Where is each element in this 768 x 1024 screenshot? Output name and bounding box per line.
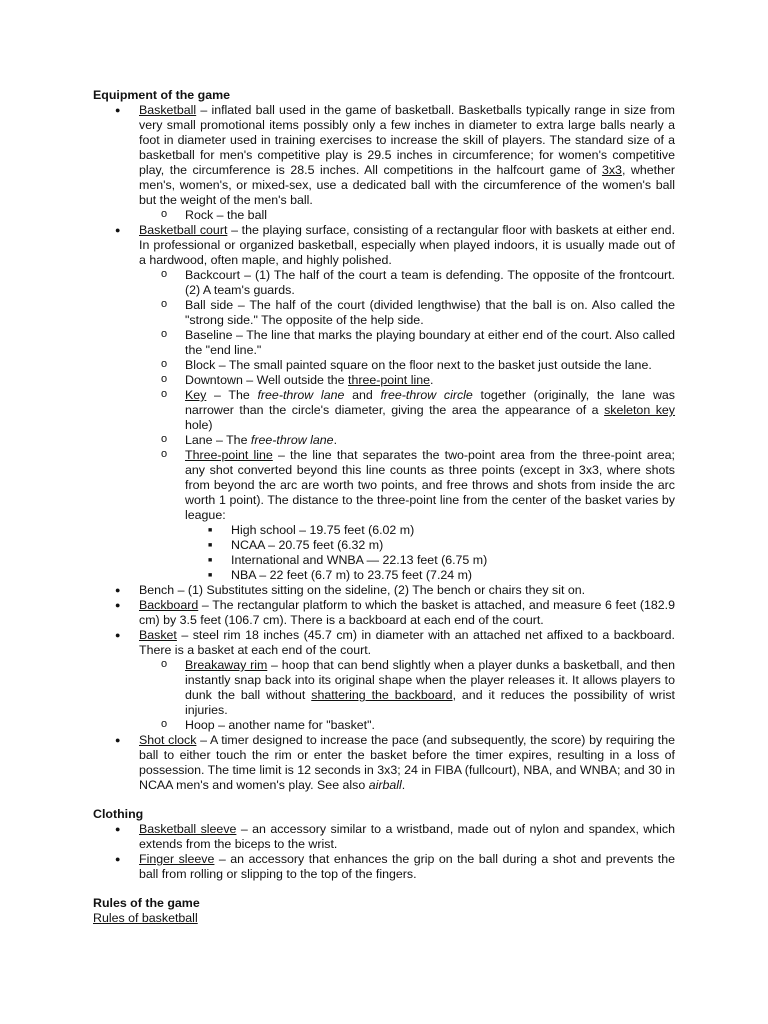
breakaway-rim-text-2: , and it reduces the possibility of wrist injuries.	[185, 688, 675, 717]
basket-sublist	[139, 658, 675, 733]
list-item-finger-sleeve	[93, 852, 675, 882]
downtown-end: .	[429, 373, 434, 387]
sub-item-baseline: o Baseline – The line that marks the playing boundary at either end of the court. Also called the "end line."	[139, 328, 675, 358]
key-italic-1: free-throw lane	[257, 388, 345, 402]
basketball-text-2: , whether men's, women's, or mixed-sex, use a dedicated ball with the circumference of the women's ball but the weight of the men's ball.	[139, 163, 675, 207]
document-page	[93, 88, 675, 926]
basket-link[interactable]: Basket	[139, 628, 177, 642]
lane-end: .	[333, 433, 338, 447]
distance-item: ■ NBA – 22 feet (6.7 m) to 23.75 feet (7.24 m)	[185, 568, 675, 583]
sub-item-rock: o Rock – the ball	[139, 208, 675, 223]
sub-item-downtown	[139, 373, 675, 388]
shot-clock-end: .	[401, 778, 406, 792]
three-point-line-link[interactable]: three-point line	[348, 373, 430, 387]
court-text: – the playing surface, consisting of a rectangular floor with baskets at either end. In professional or organized basketball, especially when played indoors, it is usually made out of a hardwood, often maple, and highly polished.	[139, 223, 676, 267]
list-item-basket	[93, 628, 675, 733]
key-text-1: – The	[206, 388, 258, 402]
sub-item-three-point-line	[139, 448, 675, 583]
list-item-bench: ● Bench – (1) Substitutes sitting on the sideline, (2) The bench or chairs they sit on.	[93, 583, 675, 598]
distance-item: ■ International and WNBA — 22.13 feet (6.75 m)	[185, 553, 675, 568]
sub-item-block: o Block – The small painted square on the floor next to the basket just outside the lane.	[139, 358, 675, 373]
three-point-line-term-link[interactable]: Three-point line	[185, 448, 273, 462]
basketball-text: – inflated ball used in the game of basketball. Basketballs typically range in size from very small promotional items possibly only a few inches in diameter to extra large balls nearly a foot in diameter used in training exercises to increase the skill of players. The standard size of a basketball for men's competitive play is 29.5 inches in circumference; for women's competitive play, the circumference is 28.5 inches. All competitions in the halfcourt game of	[139, 103, 675, 177]
clothing-list	[93, 822, 675, 882]
equipment-heading: Equipment of the game	[93, 88, 230, 102]
distance-list	[185, 523, 675, 583]
shot-clock-link[interactable]: Shot clock	[139, 733, 197, 747]
key-text-4: hole)	[185, 418, 213, 432]
skeleton-key-link[interactable]: skeleton key	[604, 403, 676, 417]
breakaway-rim-link[interactable]: Breakaway rim	[185, 658, 268, 672]
sub-item-backcourt: o Backcourt – (1) The half of the court a team is defending. The opposite of the frontcourt. (2) A team's guards.	[139, 268, 675, 298]
3x3-link[interactable]: 3x3	[601, 163, 622, 177]
clothing-heading: Clothing	[93, 807, 144, 821]
key-text-3: together (originally, the lane was narrower than the circle's diameter, giving the area the appearance of a	[185, 388, 675, 417]
breakaway-rim-text: – hoop that can bend slightly when a player dunks a basketball, and then instantly snap back into its original shape when the player releases it. It allows players to dunk the ball without	[185, 658, 675, 702]
list-item-court	[93, 223, 675, 583]
sub-item-breakaway-rim	[139, 658, 675, 718]
equipment-list	[93, 103, 675, 793]
finger-sleeve-text: – an accessory that enhances the grip on the ball during a shot and prevents the ball from rolling or slipping to the top of the fingers.	[139, 852, 675, 881]
basket-text: – steel rim 18 inches (45.7 cm) in diameter with an attached net affixed to a backboard. There is a basket at each end of the court.	[139, 628, 675, 657]
lane-text: Lane – The	[185, 433, 251, 447]
court-sublist	[139, 268, 675, 583]
list-item-shot-clock	[93, 733, 675, 793]
sub-item-hoop: o Hoop – another name for "basket".	[139, 718, 675, 733]
key-text-2: and	[344, 388, 381, 402]
sub-item-lane	[139, 433, 675, 448]
basketball-link[interactable]: Basketball	[139, 103, 197, 117]
sub-item-ballside: o Ball side – The half of the court (divided lengthwise) that the ball is on. Also called the "strong side." The opposite of the help side.	[139, 298, 675, 328]
sub-item-key	[139, 388, 675, 433]
backboard-link[interactable]: Backboard	[139, 598, 199, 612]
list-item-backboard	[93, 598, 675, 628]
court-link[interactable]: Basketball court	[139, 223, 228, 237]
shattering-backboard-link[interactable]: shattering the backboard	[311, 688, 453, 702]
basketball-sublist	[139, 208, 675, 223]
backboard-text: – The rectangular platform to which the basket is attached, and measure 6 feet (182.9 cm) by 3.5 feet (106.7 cm). There is a backboard at each end of the court.	[139, 598, 675, 627]
lane-italic: free-throw lane	[250, 433, 334, 447]
distance-item: ■ NCAA – 20.75 feet (6.32 m)	[185, 538, 675, 553]
basketball-sleeve-text: – an accessory similar to a wristband, made out of nylon and spandex, which extends from the biceps to the wrist.	[139, 822, 675, 851]
rules-of-basketball-link[interactable]: Rules of basketball	[93, 911, 198, 925]
airball-italic: airball	[368, 778, 402, 792]
distance-item: ■ High school – 19.75 feet (6.02 m)	[185, 523, 675, 538]
finger-sleeve-link[interactable]: Finger sleeve	[139, 852, 215, 866]
three-point-line-text: – the line that separates the two-point area from the three-point area; any shot converted beyond this line counts as three points (except in 3x3, where shots from beyond the arc are worth two points, and free throws and shots from inside the arc worth 1 point). The distance to the three-point line from the center of the basket varies by league:	[185, 448, 675, 522]
list-item-basketball	[93, 103, 675, 223]
key-italic-2: free-throw circle	[380, 388, 473, 402]
basketball-sleeve-link[interactable]: Basketball sleeve	[139, 822, 237, 836]
list-item-basketball-sleeve	[93, 822, 675, 852]
shot-clock-text: – A timer designed to increase the pace (and subsequently, the score) by requiring the ball to either touch the rim or enter the basket before the timer expires, resulting in a loss of possession. The time limit is 12 seconds in 3x3; 24 in FIBA (fullcourt), NBA, and WNBA; and 30 in NCAA men's and women's play. See also	[139, 733, 675, 792]
rules-heading: Rules of the game	[93, 896, 200, 910]
key-link[interactable]: Key	[185, 388, 207, 402]
downtown-text: Downtown – Well outside the	[185, 373, 349, 387]
